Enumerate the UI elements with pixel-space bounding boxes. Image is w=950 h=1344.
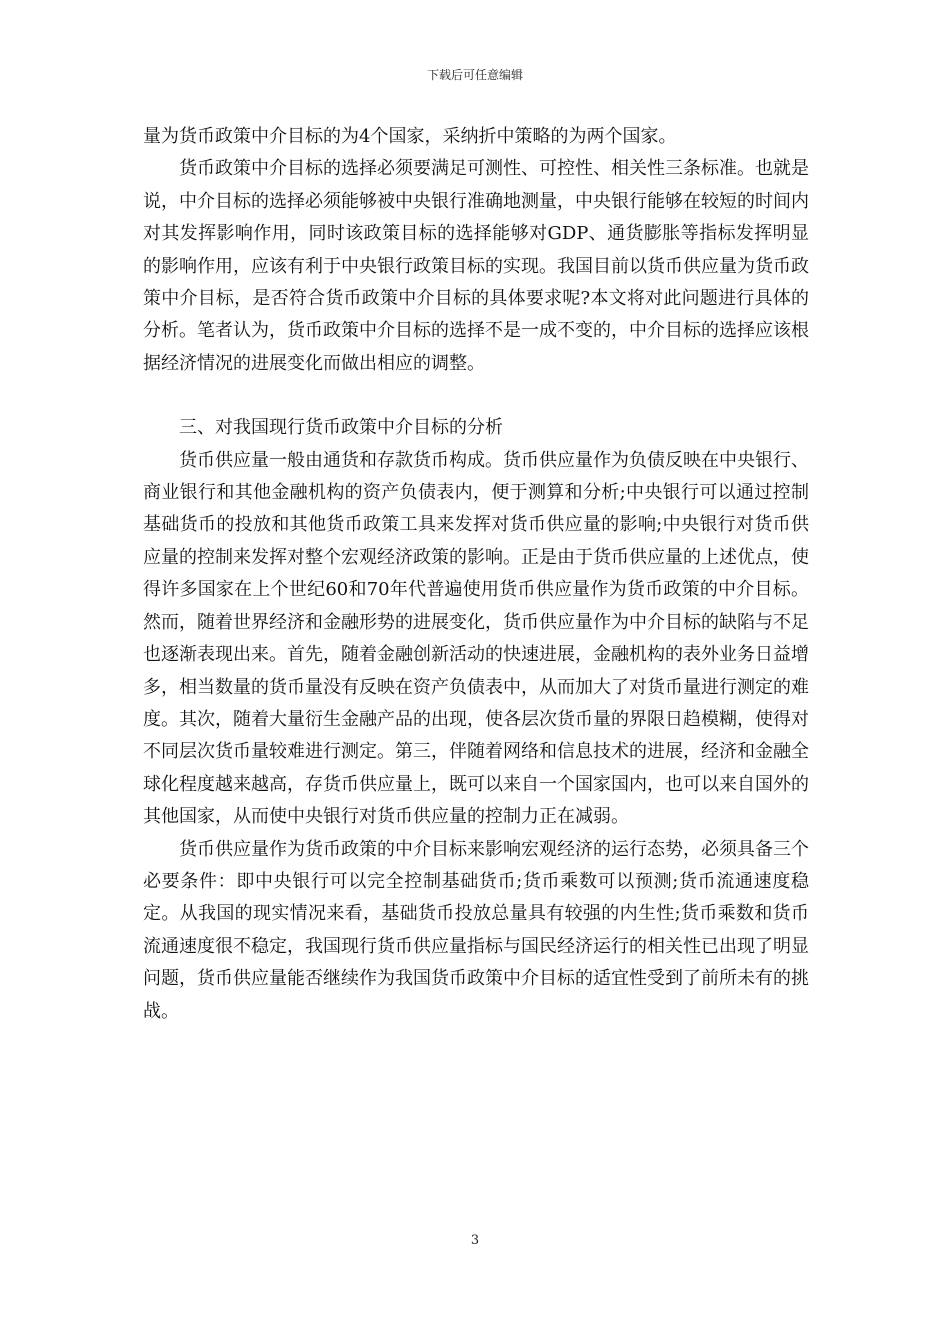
paragraph-conditions: 货币供应量作为货币政策的中介目标来影响宏观经济的运行态势，必须具备三个必要条件：即中央银行可以完全控制基础货币;货币乘数可以预测;货币流通速度稳定。从我国的现实情况来看，基础货币投放总量具有较强的内生性;货币乘数和货币流通速度很不稳定，我国现行货币供应量指标与国民经济运行的相关性已出现了明显问题，货币供应量能否继续作为我国货币政策中介目标的适宜性受到了前所未有的挑战。 xyxy=(143,838,809,1022)
page-number: 3 xyxy=(470,1233,480,1248)
paragraph-selection-criteria: 货币政策中介目标的选择必须要满足可测性、可控性、相关性三条标准。也就是说，中介目标的选择必须能够被中央银行准确地测量，中央银行能够在较短的时间内对其发挥影响作用，同时该政策目标的选择能够对GDP、通货膨胀等指标发挥明显的影响作用，应该有利于中央银行政策目标的实现。我国目前以货币供应量为货币政策中介目标，是否符合货币政策中介目标的具体要求呢?本文将对此问题进行具体的分析。笔者认为，货币政策中介目标的选择不是一成不变的，中介目标的选择应该根据经济情况的进展变化而做出相应的调整。 xyxy=(143,158,809,374)
section-heading: 三、对我国现行货币政策中介目标的分析 xyxy=(179,417,503,439)
paragraph-continuation: 量为货币政策中介目标的为4个国家，采纳折中策略的为两个国家。 xyxy=(143,126,677,147)
paragraph-money-supply: 货币供应量一般由通货和存款货币构成。货币供应量作为负债反映在中央银行、商业银行和其他金融机构的资产负债表内，便于测算和分析;中央银行可以通过控制基础货币的投放和其他货币政策工具来发挥对货币供应量的影响;中央银行对货币供应量的控制来发挥对整个宏观经济政策的影响。正是由于货币供应量的上述优点，使得许多国家在上个世纪60和70年代普遍使用货币供应量作为货币政策的中介目标。然而，随着世界经济和金融形势的进展变化，货币供应量作为中介目标的缺陷与不足也逐渐表现出来。首先，随着金融创新活动的快速进展，金融机构的表外业务日益增多，相当数量的货币量没有反映在资产负债表中，从而加大了对货币量进行测定的难度。其次，随着大量衍生金融产品的出现，使各层次货币量的界限日趋模糊，使得对不同层次货币量较难进行测定。第三，伴随着网络和信息技术的进展，经济和金融全球化程度越来越高，存货币供应量上，既可以来自一个国家国内，也可以来自国外的其他国家，从而使中央银行对货币供应量的控制力正在减弱。 xyxy=(143,449,809,828)
page-header: 下载后可任意编辑 xyxy=(426,68,523,82)
document-body xyxy=(143,121,809,1028)
